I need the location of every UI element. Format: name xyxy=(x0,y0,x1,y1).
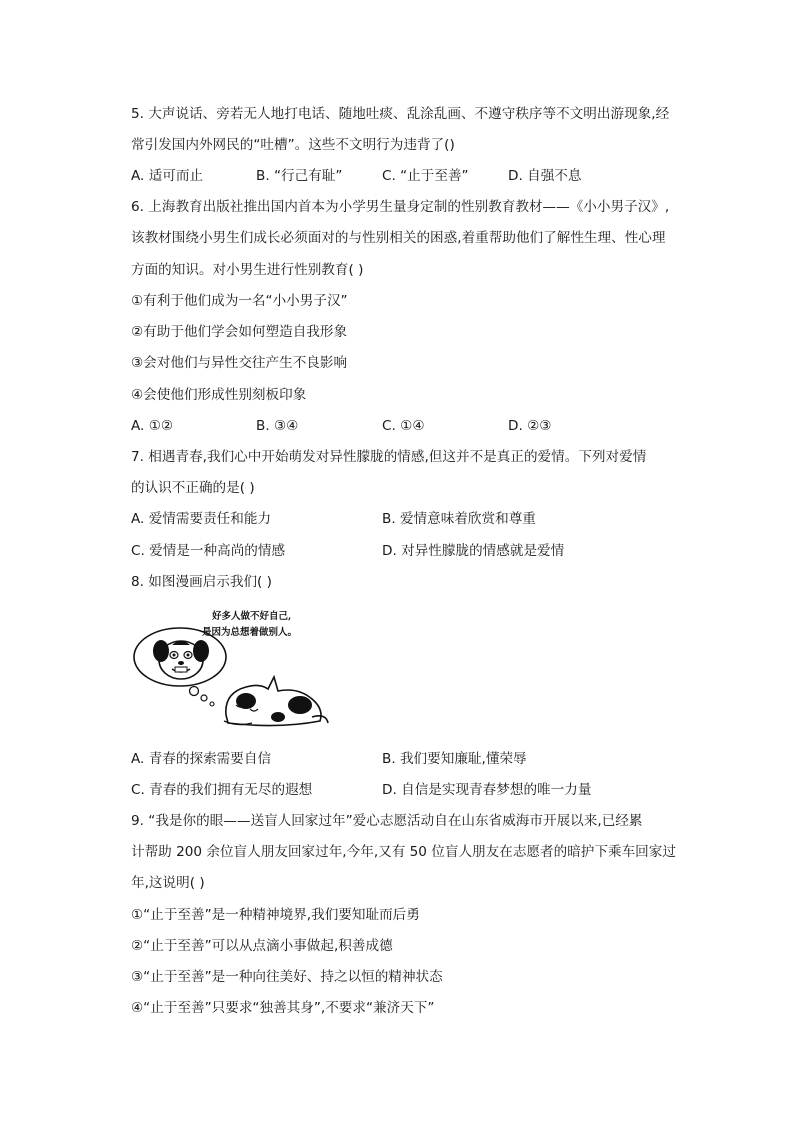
q9-stem-line3: 年,这说明( ) xyxy=(131,875,205,891)
q7-stem-line1: 7. 相遇青春,我们心中开始萌发对异性朦胧的情感,但这并不是真正的爱情。下列对爱情 xyxy=(131,449,647,465)
thought-bubble-dog xyxy=(134,628,226,686)
q7-stem-line2: 的认识不正确的是( ) xyxy=(131,480,255,496)
q7-option-c: C. 爱情是一种高尚的情感 xyxy=(131,543,286,559)
q5-stem-line1: 5. 大声说话、旁若无人地打电话、随地吐痰、乱涂乱画、不遵守秩序等不文明出游现象,经 xyxy=(131,106,670,122)
q6-option-d: D. ②③ xyxy=(508,418,552,434)
thought-bubble-small-1 xyxy=(190,687,199,696)
q6-option-a: A. ①② xyxy=(131,418,174,434)
thought-bubble-small-2 xyxy=(201,695,207,701)
q6-option-b: B. ③④ xyxy=(256,418,299,434)
sleeping-cat xyxy=(224,677,328,726)
q6-statement-3: ③会对他们与异性交往产生不良影响 xyxy=(131,355,348,371)
q6-option-c: C. ①④ xyxy=(382,418,425,434)
q6-stem-line3: 方面的知识。对小男生进行性别教育( ) xyxy=(131,262,364,278)
q5-option-a: A. 适可而止 xyxy=(131,168,204,184)
q9-statement-3: ③“止于至善”是一种向往美好、持之以恒的精神状态 xyxy=(131,969,443,985)
q6-statement-1: ①有利于他们成为一名“小小男子汉” xyxy=(131,293,348,309)
q6-statement-4: ④会使他们形成性别刻板印象 xyxy=(131,387,307,403)
q8-option-d: D. 自信是实现青春梦想的唯一力量 xyxy=(382,782,592,798)
q5-option-c: C. “止于至善” xyxy=(382,168,469,184)
q6-statement-2: ②有助于他们学会如何塑造自我形象 xyxy=(131,324,348,340)
q7-option-b: B. 爱情意味着欣赏和尊重 xyxy=(382,511,536,527)
q9-stem-line1: 9. “我是你的眼——送盲人回家过年”爱心志愿活动自在山东省威海市开展以来,已经累 xyxy=(131,813,643,829)
q8-stem-line1: 8. 如图漫画启示我们( ) xyxy=(131,574,272,590)
comic-caption-line1: 好多人做不好自己, xyxy=(212,611,292,622)
q6-stem-line2: 该教材围绕小男生们成长必须面对的与性别相关的困惑,着重帮助他们了解性生理、性心理 xyxy=(131,230,666,246)
q5-option-d: D. 自强不息 xyxy=(508,168,582,184)
q8-option-a: A. 青春的探索需要自信 xyxy=(131,751,272,767)
q7-option-a: A. 爱情需要责任和能力 xyxy=(131,511,272,527)
q5-option-b: B. “行己有耻” xyxy=(256,168,343,184)
comic-illustration xyxy=(128,605,333,730)
q5-stem-line2: 常引发国内外网民的“吐槽”。这些不文明行为违背了() xyxy=(131,137,455,153)
q9-statement-2: ②“止于至善”可以从点滴小事做起,积善成德 xyxy=(131,938,393,954)
q7-option-d: D. 对异性朦胧的情感就是爱情 xyxy=(382,543,565,559)
q8-option-b: B. 我们要知廉耻,懂荣辱 xyxy=(382,751,527,767)
q6-stem-line1: 6. 上海教育出版社推出国内首本为小学男生量身定制的性别教育教材——《小小男子汉》, xyxy=(131,199,670,215)
q9-stem-line2: 计帮助 200 余位盲人朋友回家过年,今年,又有 50 位盲人朋友在志愿者的暗护下乘车回家过 xyxy=(131,844,676,860)
q9-statement-4: ④“止于至善”只要求“独善其身”,不要求“兼济天下” xyxy=(131,1000,435,1016)
q8-option-c: C. 青春的我们拥有无尽的遐想 xyxy=(131,782,313,798)
q9-statement-1: ①“止于至善”是一种精神境界,我们要知耻而后勇 xyxy=(131,907,420,923)
comic-caption-line2: 是因为总想着做别人。 xyxy=(202,627,298,638)
thought-bubble-small-3 xyxy=(210,702,214,706)
